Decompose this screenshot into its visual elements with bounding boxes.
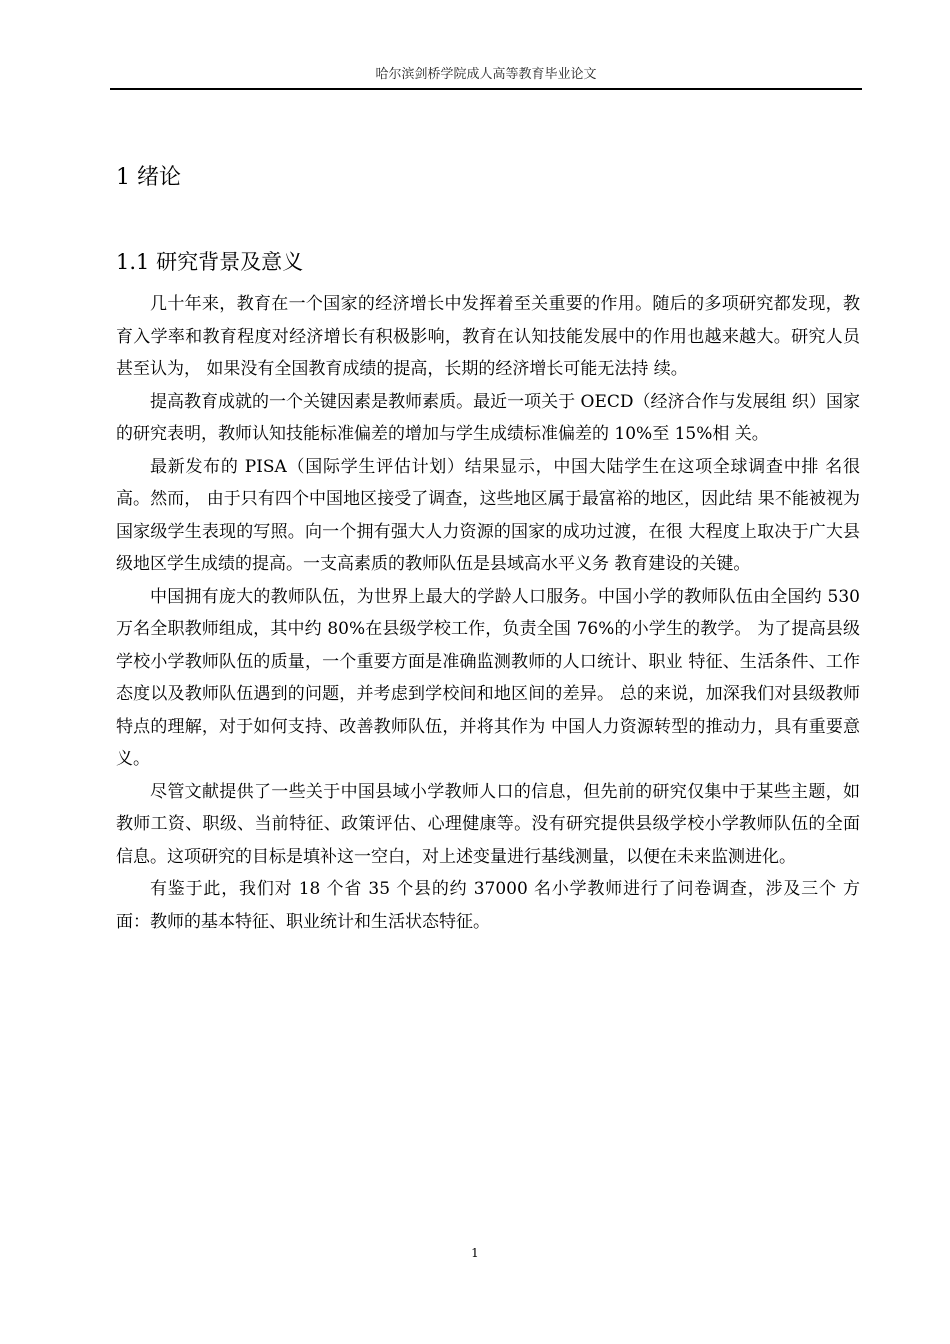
paragraph: 几十年来，教育在一个国家的经济增长中发挥着至关重要的作用。随后的多项研究都发现，教育入学率和教育程度对经济增长有积极影响，教育在认知技能发展中的作用也越来越大。研究人员甚至认为， 如果没有全国教育成绩的提高，长期的经济增长可能无法持 续。 bbox=[116, 294, 860, 379]
paragraph: 提高教育成就的一个关键因素是教师素质。最近一项关于 OECD（经济合作与发展组 织）国家的研究表明，教师认知技能标准偏差的增加与学生成绩标准偏差的 10%至 15%相 关。 bbox=[116, 391, 860, 444]
section-title: 1.1 研究背景及意义 bbox=[116, 250, 304, 274]
paragraph: 最新发布的 PISA（国际学生评估计划）结果显示，中国大陆学生在这项全球调查中排 名很高。然而， 由于只有四个中国地区接受了调查，这些地区属于最富裕的地区，因此结 果不能被视为国家级学生表现的写照。向一个拥有强大人力资源的国家的成功过渡，在很 大程度上取决于广大县级地区学生成绩的提高。一支高素质的教师队伍是县域高水平义务 教育建设的关键。 bbox=[116, 456, 860, 574]
paragraph: 中国拥有庞大的教师队伍，为世界上最大的学龄人口服务。中国小学的教师队伍由全国约 530 万名全职教师组成，其中约 80%在县级学校工作，负责全国 76%的小学生的教学。 为了提高县级学校小学教师队伍的质量，一个重要方面是准确监测教师的人口统计、职业 特征、生活条件、工作态度以及教师队伍遇到的问题，并考虑到学校间和地区间的差异。 总的来说，加深我们对县级教师特点的理解，对于如何支持、改善教师队伍，并将其作为 中国人力资源转型的推动力，具有重要意义。 bbox=[116, 586, 860, 769]
running-header: 哈尔滨剑桥学院成人高等教育毕业论文 bbox=[375, 67, 597, 82]
page-number: 1 bbox=[471, 1246, 479, 1260]
chapter-title: 1 绪论 bbox=[116, 165, 181, 190]
paragraph: 有鉴于此，我们对 18 个省 35 个县的约 37000 名小学教师进行了问卷调查，涉及三个 方面：教师的基本特征、职业统计和生活状态特征。 bbox=[116, 879, 860, 932]
header-rule bbox=[110, 88, 862, 90]
body-text bbox=[116, 288, 860, 938]
paragraph: 尽管文献提供了一些关于中国县域小学教师人口的信息，但先前的研究仅集中于某些主题，如教师工资、职级、当前特征、政策评估、心理健康等。没有研究提供县级学校小学教师队伍的全面信息。这项研究的目标是填补这一空白，对上述变量进行基线测量，以便在未来监测进化。 bbox=[116, 781, 860, 867]
